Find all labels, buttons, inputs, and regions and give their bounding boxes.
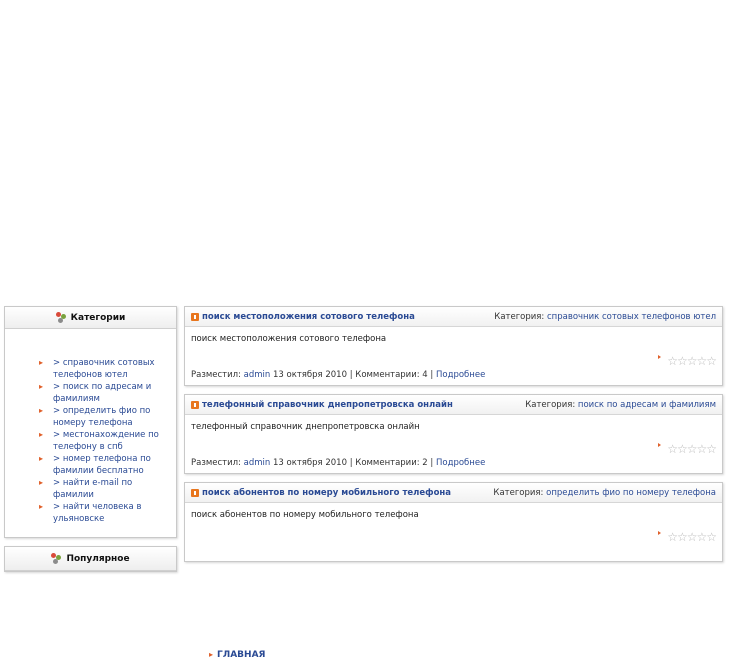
post-title[interactable]: поиск местоположения сотового телефона: [191, 312, 415, 322]
menu-item-category[interactable]: ▸ > поиск по адресам и фамилиям: [39, 381, 166, 405]
post-icon: [191, 489, 199, 497]
rating-marker-icon: [658, 443, 661, 447]
categories-title: Категории: [70, 312, 126, 323]
post-date: 13 октября 2010: [273, 370, 348, 380]
post-title[interactable]: поиск абонентов по номеру мобильного телефона: [191, 488, 451, 498]
menu-item-home[interactable]: ▸ ГЛАВНАЯ: [209, 649, 748, 661]
star-icon[interactable]: ☆☆☆☆☆: [667, 354, 716, 368]
post-date: 13 октября 2010: [273, 458, 348, 468]
popular-box: [4, 546, 177, 572]
post: [184, 482, 723, 562]
post-icon: [191, 313, 199, 321]
menu-item-category[interactable]: ▸ > местонахождение по телефону в спб: [39, 429, 166, 453]
post-category-link[interactable]: определить фио по номеру телефона: [546, 487, 716, 498]
star-icon[interactable]: ☆☆☆☆☆: [667, 530, 716, 544]
menu-item-category[interactable]: ▸ > найти человека в ульяновске: [39, 501, 166, 525]
post-text: поиск местоположения сотового телефона: [191, 334, 387, 344]
post-category: Категория: справочник сотовых телефонов ютел: [494, 311, 716, 322]
post-category-link[interactable]: поиск по адресам и фамилиям: [577, 399, 716, 410]
menu-item-category[interactable]: ▸ > номер телефона по фамилии бесплатно: [39, 453, 166, 477]
post-text: телефонный справочник днепропетровска онлайн: [191, 422, 420, 432]
menu-item-category[interactable]: ▸ > справочник сотовых телефонов ютел: [39, 357, 166, 381]
post-icon: [191, 401, 199, 409]
post-header: [185, 483, 722, 503]
post-category: Категория: определить фио по номеру телефона: [493, 487, 716, 498]
rating-marker-icon: [658, 531, 661, 535]
categories-icon: [56, 312, 67, 323]
post-header: [185, 395, 722, 415]
post-comments: | Комментарии: 2 |: [349, 458, 434, 468]
post-category-link[interactable]: справочник сотовых телефонов ютел: [546, 311, 716, 322]
star-icon[interactable]: ☆☆☆☆☆: [667, 442, 716, 456]
posts-column: [184, 306, 723, 570]
post-category: Категория: поиск по адресам и фамилиям: [525, 399, 716, 410]
more-link[interactable]: Подробнее: [435, 370, 486, 380]
post-meta: Разместил: admin 13 октября 2010 | Комментарии: 4 | Подробнее: [191, 370, 486, 380]
post-text: поиск абонентов по номеру мобильного телефона: [191, 510, 419, 520]
rating[interactable]: [658, 355, 716, 367]
post-meta: Разместил: admin 13 октября 2010 | Комментарии: 2 | Подробнее: [191, 458, 486, 468]
rating[interactable]: [658, 531, 716, 543]
popular-header: [5, 547, 176, 571]
menu-item-category[interactable]: ▸ > определить фио по номеру телефона: [39, 405, 166, 429]
popular-title: Популярное: [66, 553, 130, 564]
post-header: [185, 307, 722, 327]
menu-item-category[interactable]: ▸ > найти e-mail по фамилии: [39, 477, 166, 501]
rating-marker-icon: [658, 355, 661, 359]
author-link[interactable]: admin: [243, 458, 271, 468]
more-link[interactable]: Подробнее: [435, 458, 486, 468]
categories-header: [5, 307, 176, 329]
author-link[interactable]: admin: [243, 370, 271, 380]
post: [184, 306, 723, 386]
post-title[interactable]: телефонный справочник днепропетровска онлайн: [191, 400, 453, 410]
post-comments: | Комментарии: 4 |: [349, 370, 434, 380]
rating[interactable]: [658, 443, 716, 455]
popular-icon: [51, 553, 62, 564]
post: [184, 394, 723, 474]
